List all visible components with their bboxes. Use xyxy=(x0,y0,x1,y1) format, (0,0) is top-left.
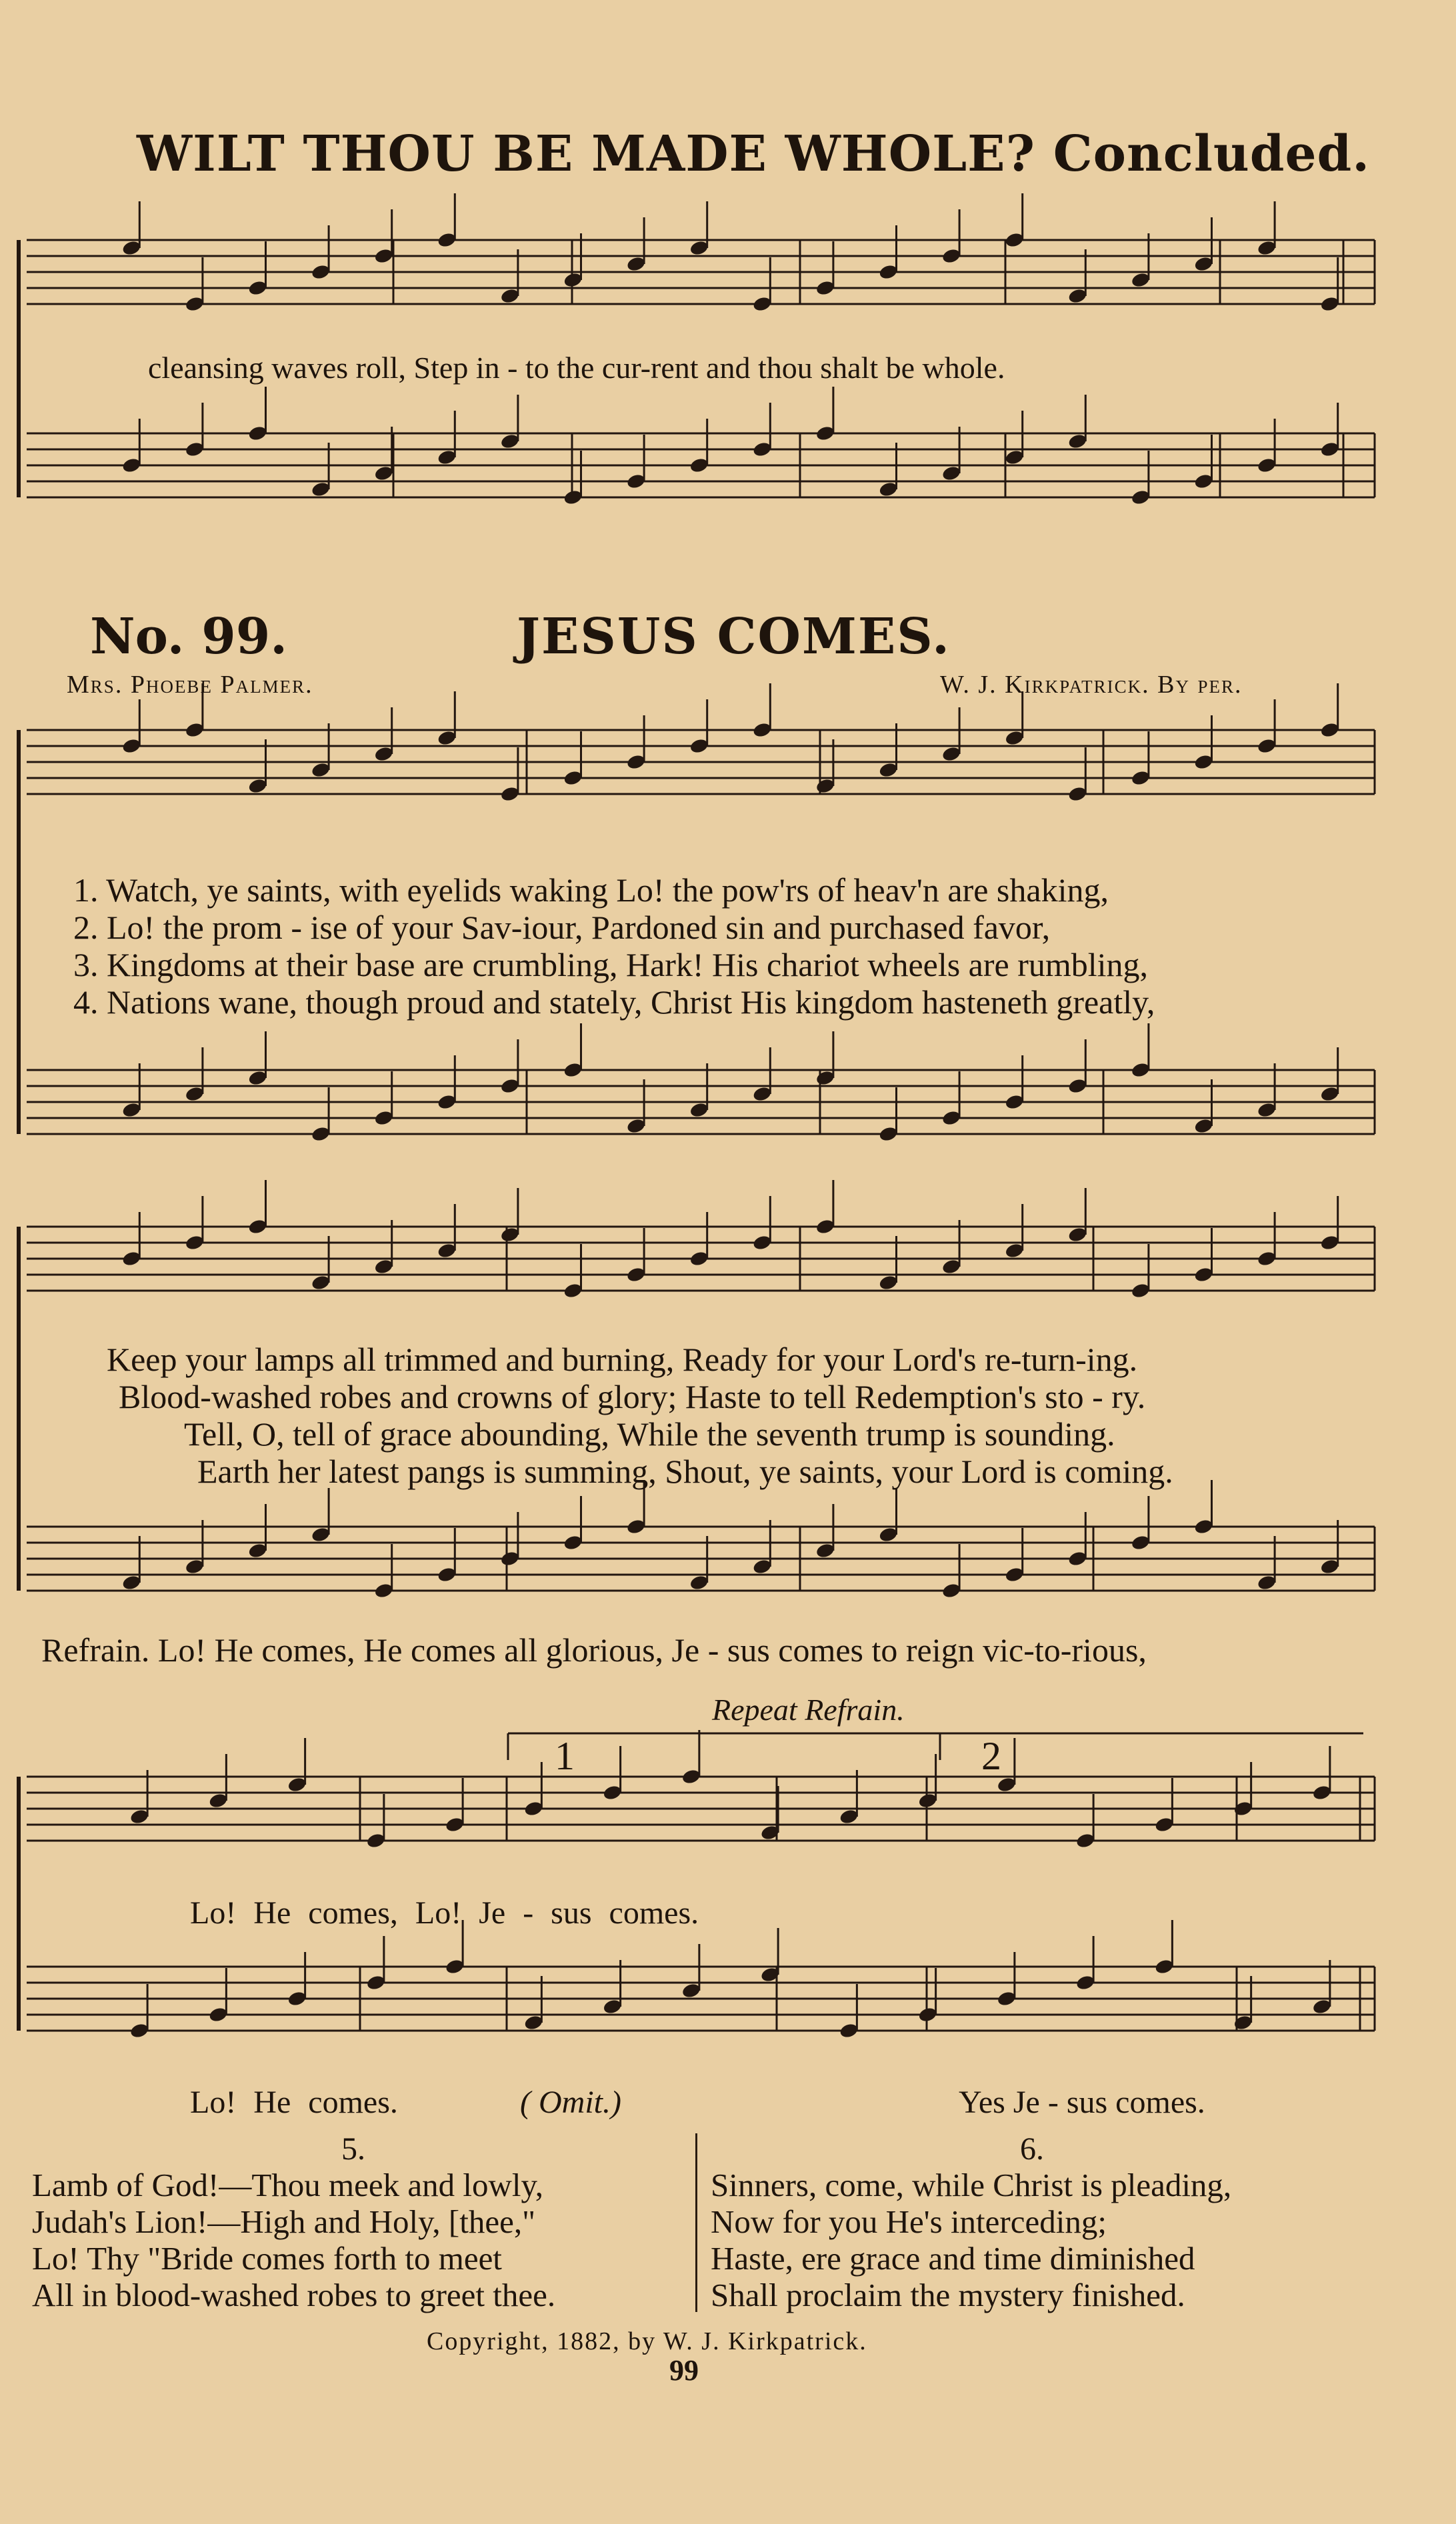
stanza-five xyxy=(32,2167,555,2313)
verse-line: 4. Nations wane, though proud and stately, Christ His kingdom hasteneth greatly, xyxy=(73,983,1155,1021)
stanza-line: Shall proclaim the mystery finished. xyxy=(711,2277,1185,2313)
stanza-line: Now for you He's interceding; xyxy=(711,2203,1107,2240)
page-number: 99 xyxy=(669,2354,699,2387)
second-ending-number: 2 xyxy=(981,1734,1001,1778)
stanza-line: Haste, ere grace and time diminished xyxy=(711,2240,1195,2277)
verse-line: 2. Lo! the prom - ise of your Sav-iour, Pardoned sin and purchased favor, xyxy=(73,909,1051,946)
refrain-line: Refrain. Lo! He comes, He comes all glorious, Je - sus comes to reign vic-to-rious, xyxy=(41,1631,1147,1669)
stanza-line: Judah's Lion!—High and Holy, [thee," xyxy=(32,2203,536,2240)
verse-line: Blood-washed robes and crowns of glory; Haste to tell Redemption's sto - ry. xyxy=(119,1378,1146,1415)
refrain-soprano-lyric: Lo! He comes, Lo! Je - sus comes. xyxy=(190,1895,699,1931)
hymn-number: No. 99. xyxy=(90,608,287,665)
refrain-bass-lyric: Lo! He comes. xyxy=(190,2085,398,2120)
top-lyric-line: cleansing waves roll, Step in - to the cur-rent and thou shalt be whole. xyxy=(148,351,1005,385)
continued-hymn-title: WILT THOU BE MADE WHOLE? Concluded. xyxy=(137,125,1371,183)
verse-line: 1. Watch, ye saints, with eyelids waking Lo! the pow'rs of heav'n are shaking, xyxy=(73,871,1109,909)
lyricist-credit: Mrs. Phoebe Palmer. xyxy=(67,671,313,699)
verse-line: Tell, O, tell of grace abounding, While the seventh trump is sounding. xyxy=(184,1415,1115,1453)
first-ending-number: 1 xyxy=(555,1734,575,1778)
refrain-bass-lyric-end: Yes Je - sus comes. xyxy=(959,2085,1205,2120)
stanza-divider xyxy=(695,2133,697,2312)
verse-line: Keep your lamps all trimmed and burning, Ready for your Lord's re-turn-ing. xyxy=(107,1341,1138,1378)
stanza-number: 6. xyxy=(1020,2131,1044,2167)
omit-marking: ( Omit.) xyxy=(520,2085,621,2120)
verse-line: Earth her latest pangs is summing, Shout, ye saints, your Lord is coming. xyxy=(197,1453,1173,1490)
stanza-number: 5. xyxy=(341,2131,365,2167)
stanza-six xyxy=(711,2167,1231,2313)
stanza-line: Sinners, come, while Christ is pleading, xyxy=(711,2167,1232,2203)
composer-credit: W. J. Kirkpatrick. By per. xyxy=(940,671,1243,699)
stanza-line: Lamb of God!—Thou meek and lowly, xyxy=(32,2167,544,2203)
hymn-title: JESUS COMES. xyxy=(517,608,951,665)
copyright-line: Copyright, 1882, by W. J. Kirkpatrick. xyxy=(427,2327,867,2355)
verse-line: 3. Kingdoms at their base are crumbling, Hark! His chariot wheels are rumbling, xyxy=(73,946,1149,983)
stanza-line: Lo! Thy "Bride comes forth to meet xyxy=(32,2240,502,2277)
stanza-line: All in blood-washed robes to greet thee. xyxy=(32,2277,556,2313)
repeat-refrain-label: Repeat Refrain. xyxy=(712,1693,905,1727)
